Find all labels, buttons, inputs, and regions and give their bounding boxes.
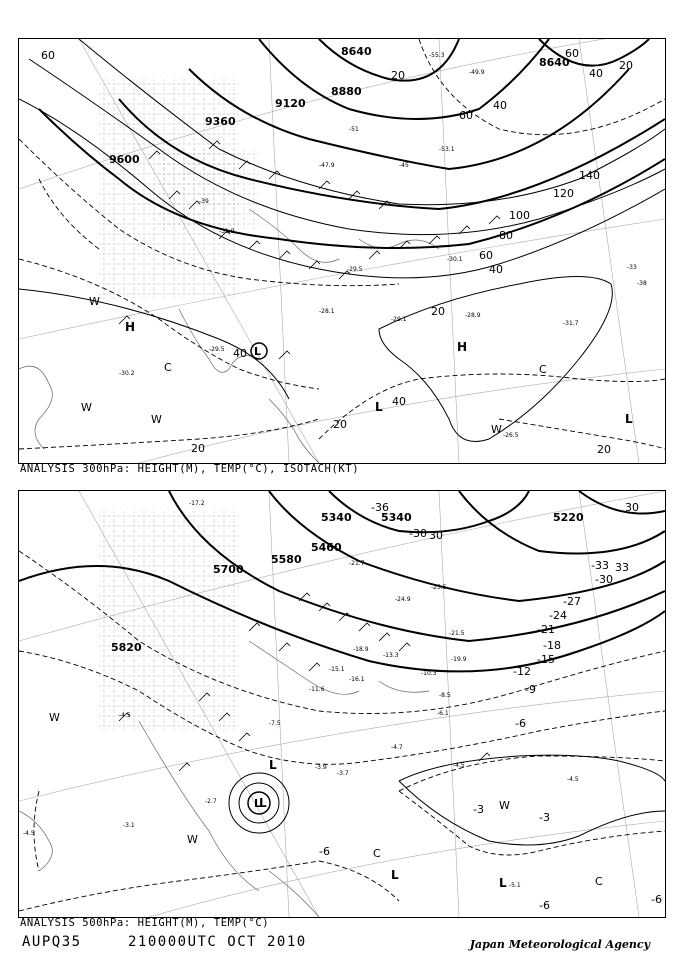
svg-text:-2.7: -2.7 [205,798,217,805]
svg-text:H: H [457,340,468,354]
svg-text:L: L [375,400,383,414]
svg-text:5220: 5220 [553,511,584,524]
height-contour-thin [399,755,665,845]
svg-text:140: 140 [579,169,600,182]
svg-text:20: 20 [391,69,405,82]
svg-text:W: W [81,401,92,414]
svg-text:-24: -24 [549,609,567,622]
svg-text:-6: -6 [515,717,526,730]
svg-text:40: 40 [392,395,406,408]
svg-text:-27: -27 [563,595,581,608]
svg-text:-16.1: -16.1 [349,676,365,683]
svg-text:-21.7: -21.7 [349,560,365,567]
svg-text:40: 40 [493,99,507,112]
caption-300hpa: ANALYSIS 300hPa: HEIGHT(M), TEMP(°C), ISOTACH(KT) [20,463,360,475]
svg-text:-21.5: -21.5 [449,630,465,637]
svg-text:20: 20 [431,305,445,318]
isotherm-labels [319,501,662,912]
height-label: 8880 [331,85,362,98]
svg-text:L: L [499,876,507,890]
svg-text:-4.5: -4.5 [567,776,579,783]
svg-text:-12: -12 [513,665,531,678]
pressure-system-labels [49,711,603,890]
svg-text:-6: -6 [539,899,550,912]
svg-text:W: W [187,833,198,846]
svg-text:C: C [539,363,547,376]
svg-text:-3.7: -3.7 [337,770,349,777]
svg-text:-30: -30 [409,527,427,540]
svg-text:L: L [391,868,399,882]
pressure-system-labels [81,295,633,436]
map-300hpa-canvas [19,39,665,463]
svg-text:-39: -39 [199,198,209,205]
svg-text:5700: 5700 [213,563,244,576]
svg-text:5340: 5340 [381,511,412,524]
height-label: 8640 [539,56,570,69]
svg-text:-33: -33 [591,559,609,572]
svg-text:-15: -15 [537,653,555,666]
analysis-300hpa-map [18,38,666,464]
svg-text:-29.5: -29.5 [347,266,363,273]
svg-text:30: 30 [429,529,443,542]
svg-text:-3: -3 [473,803,484,816]
svg-text:-11.6: -11.6 [309,686,325,693]
svg-text:-10.3: -10.3 [421,670,437,677]
svg-text:40: 40 [233,347,247,360]
typhoon-symbol [251,343,267,359]
hatched-area [99,511,239,731]
svg-text:-30.1: -30.1 [447,256,463,263]
svg-text:-19.9: -19.9 [451,656,467,663]
svg-text:33: 33 [615,561,629,574]
svg-text:-21: -21 [537,623,555,636]
valid-time: 210000UTC OCT 2010 [128,934,307,950]
svg-text:-55.3: -55.3 [429,52,445,59]
svg-text:W: W [151,413,162,426]
height-label: 8640 [341,45,372,58]
svg-text:120: 120 [553,187,574,200]
svg-text:-45: -45 [399,162,409,169]
svg-text:-31.9: -31.9 [219,228,235,235]
svg-text:30: 30 [625,501,639,514]
svg-text:-38: -38 [637,280,647,287]
caption-500hpa: ANALYSIS 500hPa: HEIGHT(M), TEMP(°C) [20,917,270,929]
svg-text:-49.9: -49.9 [469,69,485,76]
svg-text:-30: -30 [595,573,613,586]
svg-text:-5.1: -5.1 [509,882,521,889]
svg-text:-6: -6 [319,845,330,858]
svg-text:-26.5: -26.5 [503,432,519,439]
svg-text:60: 60 [479,249,493,262]
svg-text:L: L [269,758,277,772]
svg-text:-28.1: -28.1 [319,308,335,315]
svg-text:-29.5: -29.5 [209,346,225,353]
svg-text:-4.7: -4.7 [391,744,403,751]
svg-text:-36: -36 [371,501,389,514]
svg-text:60: 60 [41,49,55,62]
svg-text:-4.5: -4.5 [23,830,35,837]
svg-text:W: W [49,711,60,724]
agency-name: Japan Meteorological Agency [469,938,650,951]
svg-text:-30.2: -30.2 [119,370,135,377]
svg-text:60: 60 [459,109,473,122]
height-label: 9360 [205,115,236,128]
svg-text:40: 40 [489,263,503,276]
height-label: 9600 [109,153,140,166]
svg-text:20: 20 [333,418,347,431]
svg-text:-47.9: -47.9 [319,162,335,169]
svg-text:-4.5: -4.5 [453,762,465,769]
svg-text:-8.5: -8.5 [439,692,451,699]
svg-text:L: L [259,796,267,810]
svg-text:-33: -33 [627,264,637,271]
height-label: 9120 [275,97,306,110]
svg-text:80: 80 [499,229,513,242]
svg-text:-24.9: -24.9 [395,596,411,603]
svg-text:L: L [254,797,262,810]
svg-text:W: W [89,295,100,308]
svg-text:-25.5: -25.5 [431,584,447,591]
svg-text:-18: -18 [543,639,561,652]
svg-text:5580: 5580 [271,553,302,566]
svg-text:C: C [373,847,381,860]
svg-text:-3.1: -3.1 [123,822,135,829]
svg-text:C: C [595,875,603,888]
svg-text:-17.2: -17.2 [189,500,205,507]
svg-text:5460: 5460 [311,541,342,554]
svg-text:-6.1: -6.1 [437,710,449,717]
svg-text:C: C [164,361,172,374]
svg-text:-9: -9 [525,683,536,696]
svg-text:-7.5: -7.5 [269,720,281,727]
svg-text:-6: -6 [651,893,662,906]
svg-text:-3.9: -3.9 [315,764,327,771]
svg-text:W: W [491,423,502,436]
chart-id: AUPQ35 [22,934,82,950]
svg-text:L: L [625,412,633,426]
analysis-500hpa-map [18,490,666,918]
svg-text:-53.1: -53.1 [439,146,455,153]
svg-text:-51: -51 [349,126,359,133]
svg-text:-31.7: -31.7 [563,320,579,327]
svg-text:100: 100 [509,209,530,222]
svg-text:-15.1: -15.1 [329,666,345,673]
svg-text:W: W [499,799,510,812]
svg-text:-18.9: -18.9 [353,646,369,653]
svg-text:L: L [254,345,262,358]
svg-text:-4.5: -4.5 [119,712,131,719]
svg-text:-29.1: -29.1 [391,316,407,323]
svg-text:20: 20 [619,59,633,72]
svg-text:-3: -3 [539,811,550,824]
map-500hpa-canvas [19,491,665,917]
svg-text:-28.9: -28.9 [465,312,481,319]
svg-text:20: 20 [191,442,205,455]
svg-text:60: 60 [565,47,579,60]
svg-text:5820: 5820 [111,641,142,654]
svg-text:-13.3: -13.3 [383,652,399,659]
svg-text:40: 40 [589,67,603,80]
svg-text:5340: 5340 [321,511,352,524]
svg-text:20: 20 [597,443,611,456]
svg-text:H: H [125,320,136,334]
